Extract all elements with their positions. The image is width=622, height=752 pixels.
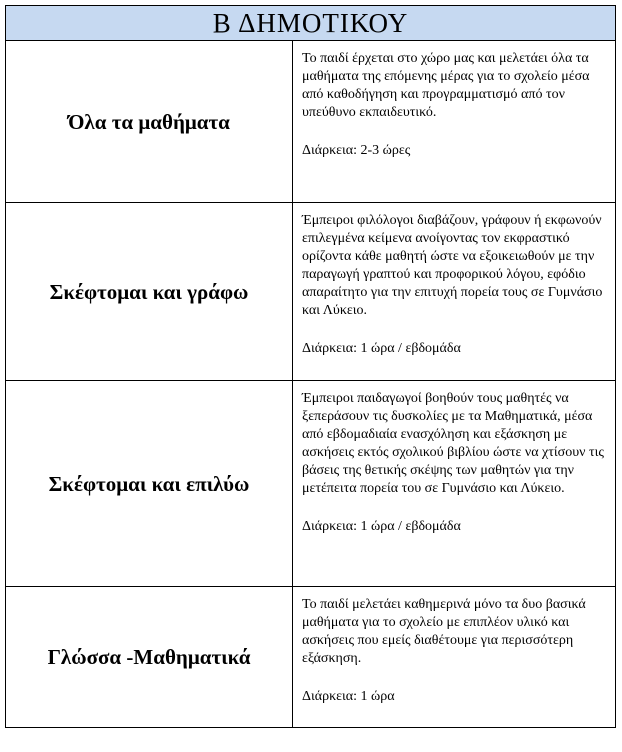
subject-cell: Όλα τα μαθήματα [6, 41, 293, 203]
table-title: Β ΔΗΜΟΤΙΚΟΥ [6, 6, 616, 41]
description-text: Το παιδί μελετάει καθημερινά μόνο τα δυο βασικά μαθήματα για το σχολείο με επιπλέον υλικό και ασκήσεις που εμείς διαθέτουμε για περισσότερη εξάσκηση. [302, 597, 586, 666]
subject-cell: Σκέφτομαι και επιλύω [6, 381, 293, 587]
description-cell [293, 587, 616, 728]
duration-text: Διάρκεια: 2-3 ώρες [302, 143, 411, 158]
table-row [6, 381, 616, 587]
duration-text: Διάρκεια: 1 ώρα / εβδομάδα [302, 519, 461, 534]
subject-cell: Σκέφτομαι και γράφω [6, 203, 293, 381]
duration-text: Διάρκεια: 1 ώρα / εβδομάδα [302, 341, 461, 356]
table-row [6, 203, 616, 381]
description-text: Το παιδί έρχεται στο χώρο μας και μελετάει όλα τα μαθήματα της επόμενης μέρας για το σχολείο μέσα από καθοδήγηση και προγραμματισμό από τον υπεύθυνο εκπαιδευτικό. [302, 51, 590, 120]
description-cell [293, 203, 616, 381]
table-header-row [6, 6, 616, 41]
description-cell [293, 381, 616, 587]
course-table [5, 5, 616, 728]
description-text: Έμπειροι παιδαγωγοί βοηθούν τους μαθητές να ξεπεράσουν τις δυσκολίες με τα Μαθηματικά, μέσα από εβδομαδιαία ενασχόληση και εξάσκηση με ασκήσεις εκτός σχολικού βιβλίου ώστε να χτίσουν τις βάσεις της θετικής σκέψης των μαθητών για την μετέπειτα πορεία του σε Γυμνάσιο και Λύκειο. [302, 391, 604, 496]
description-text: Έμπειροι φιλόλογοι διαβάζουν, γράφουν ή εκφωνούν επιλεγμένα κείμενα ανοίγοντας τον εκφραστικό ορίζοντα κάθε μαθητή ώστε να εξοικειωθούν με την παραγωγή γραπτού και προφορικού λόγου, εφόδιο απαραίτητο για την επιτυχή πορεία τους σε Γυμνάσιο και Λύκειο. [302, 213, 603, 318]
table-row [6, 587, 616, 728]
duration-text: Διάρκεια: 1 ώρα [302, 689, 395, 704]
table-row [6, 41, 616, 203]
description-cell [293, 41, 616, 203]
subject-cell: Γλώσσα -Μαθηματικά [6, 587, 293, 728]
